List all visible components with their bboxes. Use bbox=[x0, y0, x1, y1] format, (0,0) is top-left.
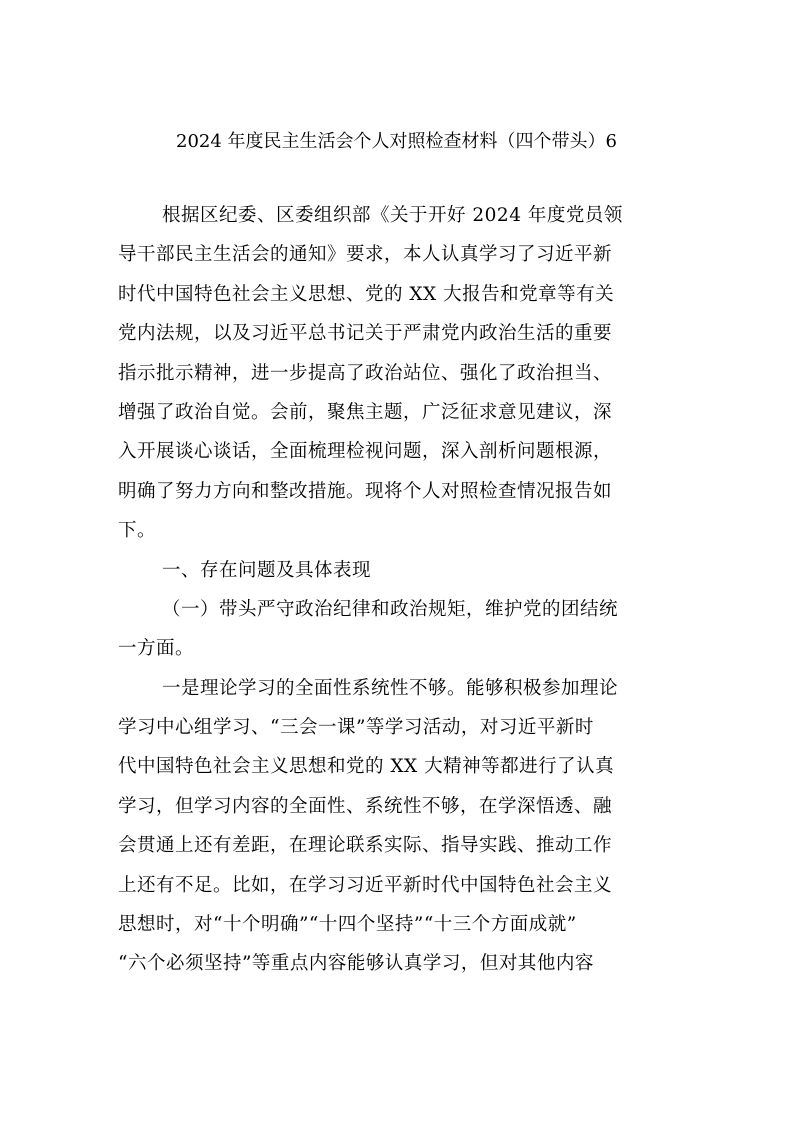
subsection-heading: 一方面。 bbox=[118, 638, 195, 660]
document-body bbox=[118, 196, 678, 984]
paragraph-line: 下。 bbox=[118, 520, 157, 542]
paragraph-line: 一是理论学习的全面性系统性不够。能够积极参加理论 bbox=[162, 677, 619, 699]
document-title: 2024 年度民主生活会个人对照检查材料（四个带头）6 bbox=[176, 131, 617, 152]
paragraph-line: 上还有不足。比如，在学习习近平新时代中国特色社会主义 bbox=[118, 874, 613, 896]
section-heading: 一、存在问题及具体表现 bbox=[162, 559, 372, 581]
paragraph-line: 党内法规，以及习近平总书记关于严肃党内政治生活的重要 bbox=[118, 323, 613, 345]
paragraph-line: 学习，但学习内容的全面性、系统性不够，在学深悟透、融 bbox=[118, 795, 613, 817]
paragraph-line: 学习中心组学习、“三会一课”等学习活动，对习近平新时 bbox=[118, 717, 594, 739]
paragraph-line: 时代中国特色社会主义思想、党的 XX 大报告和党章等有关 bbox=[118, 283, 615, 305]
paragraph-line: 代中国特色社会主义思想和党的 XX 大精神等都进行了认真 bbox=[118, 756, 615, 778]
paragraph-line: 明确了努力方向和整改措施。现将个人对照检查情况报告如 bbox=[118, 480, 613, 502]
paragraph-line: 根据区纪委、区委组织部《关于开好 2024 年度党员领 bbox=[162, 205, 623, 226]
subsection-heading: （一）带头严守政治纪律和政治规矩，维护党的团结统 bbox=[162, 598, 619, 620]
paragraph-line: 会贯通上还有差距，在理论联系实际、指导实践、推动工作 bbox=[118, 835, 613, 857]
paragraph-line: “六个必须坚持”等重点内容能够认真学习，但对其他内容 bbox=[118, 953, 594, 975]
paragraph-line: 入开展谈心谈话，全面梳理检视问题，深入剖析问题根源， bbox=[118, 441, 613, 463]
paragraph-line: 思想时，对“十个明确”“十四个坚持”“十三个方面成就” bbox=[118, 914, 577, 936]
paragraph-line: 导干部民主生活会的通知》要求，本人认真学习了习近平新 bbox=[118, 244, 613, 266]
paragraph-line: 指示批示精神，进一步提高了政治站位、强化了政治担当、 bbox=[118, 362, 613, 384]
paragraph-line: 增强了政治自觉。会前，聚焦主题，广泛征求意见建议，深 bbox=[118, 401, 613, 423]
